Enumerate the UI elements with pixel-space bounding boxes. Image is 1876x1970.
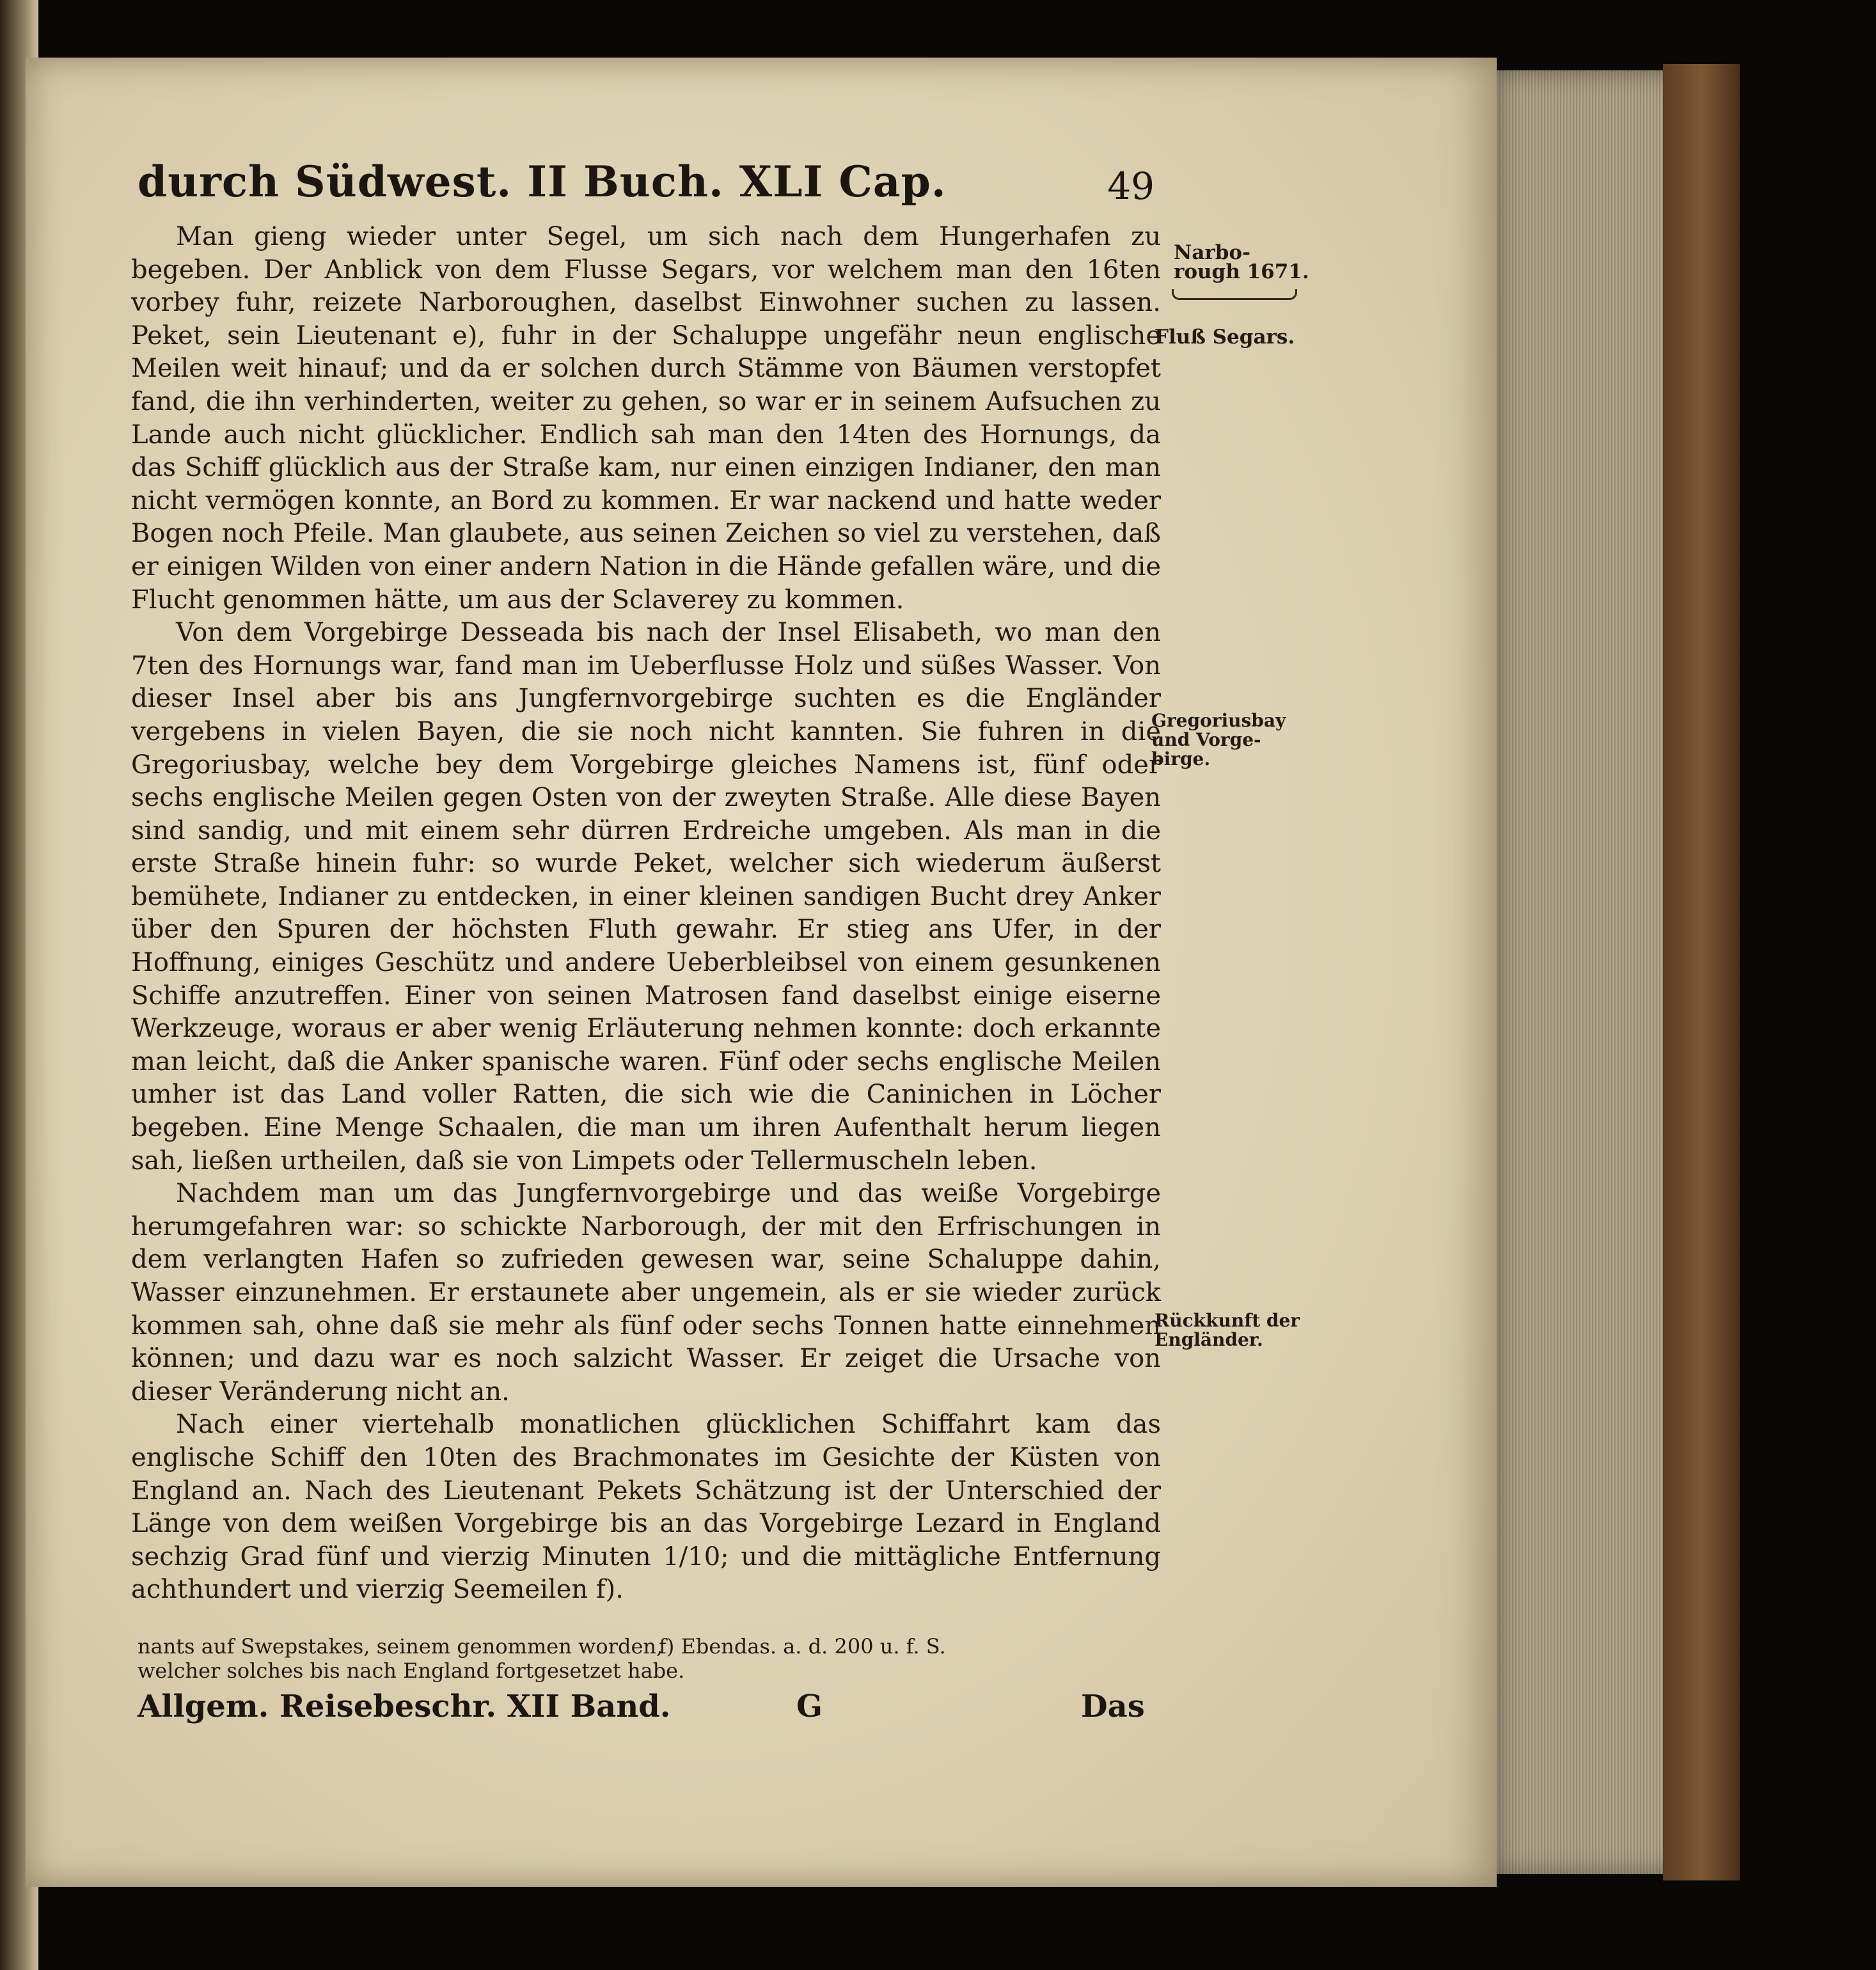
footnote-line: welcher solches bis nach England fortgesetzet habe. (138, 1659, 685, 1683)
margin-line: Rückkunft der (1155, 1310, 1300, 1331)
margin-line: und Vorge- (1151, 729, 1261, 750)
margin-line: Narbo- (1174, 241, 1250, 264)
footnote-line: nants auf Swepstakes, seinem genommen worden, (138, 1634, 663, 1659)
paragraph-2: Von dem Vorgebirge Desseada bis nach der Insel Elisabeth, wo man den 7ten des Hornungs war, fand man im Ueberflusse Holz und süßes Wasser. Von dieser Insel aber bis ans Jungfernvorgebirge suchten es die Engländer vergebens in vielen Bayen, die sie noch nicht kannten. Sie fuhren in die Gregoriusbay, welche bey dem Vorgebirge gleiches Namens ist, fünf oder sechs englische Meilen gegen Osten von der zweyten Straße. Alle diese Bayen sind sandig, und mit einem sehr dürren Erdreiche umgeben. Als man in die erste Straße hinein fuhr: so wurde Peket, welcher sich wiederum äußerst bemühete, Indianer zu entdecken, in einer kleinen sandigen Bucht drey Anker über den Spuren der höchsten Fluth gewahr. Er stieg ans Ufer, in der Hoffnung, einiges Geschütz und andere Ueberbleibsel von einem gesunkenen Schiffe anzutreffen. Einer von seinen Matrosen fand daselbst einige eiserne Werkzeuge, woraus er aber wenig Erläuterung nehmen konnte: doch erkannte man leicht, daß die Anker spanische waren. Fünf oder sechs englische Meilen umher ist das Land voller Ratten, die sich wie die Caninichen in Löcher begeben. Eine Menge Schaalen, die man um ihren Aufenthalt herum liegen sah, ließen urtheilen, daß sie von Limpets oder Tellermuscheln leben. (131, 618, 1161, 1176)
signature-line: Allgem. Reisebeschr. XII Band. (138, 1689, 671, 1724)
margin-note-gregoriusbay (1151, 711, 1286, 769)
margin-line: Fluß Segars. (1155, 326, 1295, 349)
page-number: 49 (1107, 164, 1155, 208)
signature-mark: G (796, 1689, 823, 1724)
running-header (138, 150, 1155, 221)
margin-note-rueckkunft (1155, 1311, 1300, 1350)
book-fore-edge (1497, 70, 1689, 1874)
margin-note-segars (1155, 327, 1295, 347)
margin-note-narborough (1174, 243, 1309, 281)
margin-line: rough 1671. (1174, 260, 1309, 283)
margin-brace (1172, 289, 1297, 300)
footnote-left (138, 1634, 685, 1683)
catchword: Das (1081, 1689, 1145, 1724)
footnote-line: f) Ebendas. a. d. 200 u. f. S. (659, 1634, 946, 1659)
paragraph-3: Nachdem man um das Jungfernvorgebirge und das weiße Vorgebirge herumgefahren war: so schickte Narborough, der mit den Erfrischungen in dem verlangten Hafen so zufrieden gewesen war, seine Schaluppe dahin, Wasser einzunehmen. Er erstaunete aber ungemein, als er sie wieder zurück kommen sah, ohne daß sie mehr als fünf oder sechs Tonnen hatte einnehmen können; und dazu war es noch salzicht Wasser. Er zeiget die Ursache von dieser Veränderung nicht an. (131, 1179, 1161, 1407)
paragraph-1: Man gieng wieder unter Segel, um sich nach dem Hungerhafen zu begeben. Der Anblick von dem Flusse Segars, vor welchem man den 16ten vorbey fuhr, reizete Narboroughen, daselbst Einwohner suchen zu lassen. Peket, sein Lieutenant e), fuhr in der Schaluppe ungefähr neun englische Meilen weit hinauf; und da er solchen durch Stämme von Bäumen verstopfet fand, die ihn verhinderten, weiter zu gehen, so war er in seinem Aufsuchen zu Lande auch nicht glücklicher. Endlich sah man den 14ten des Hornungs, da das Schiff glücklich aus der Straße kam, nur einen einzigen Indianer, den man nicht vermögen konnte, an Bord zu kommen. Er war nackend und hatte weder Bogen noch Pfeile. Man glaubete, aus seinen Zeichen so viel zu verstehen, daß er einigen Wilden von einer andern Nation in die Hände gefallen wäre, und die Flucht genommen hätte, um aus der Sclaverey zu kommen. (131, 222, 1161, 615)
margin-line: Engländer. (1155, 1329, 1263, 1350)
footnote-right (659, 1634, 1107, 1659)
margin-line: birge. (1151, 748, 1211, 769)
running-title: durch Südwest. II Buch. XLI Cap. (138, 157, 947, 207)
margin-line: Gregoriusbay (1151, 710, 1286, 731)
main-text (131, 221, 1161, 1607)
paragraph-4: Nach einer viertehalb monatlichen glücklichen Schiffahrt kam das englische Schiff den 10ten des Brachmonates im Gesichte der Küsten von England an. Nach des Lieutenant Pekets Schätzung ist der Unterschied der Länge von dem weißen Vorgebirge bis an das Vorgebirge Lezard in England sechzig Grad fünf und vierzig Minuten 1/10; und die mittägliche Entfernung achthundert und vierzig Seemeilen f). (131, 1410, 1161, 1605)
book-cover-edge (1663, 64, 1740, 1880)
